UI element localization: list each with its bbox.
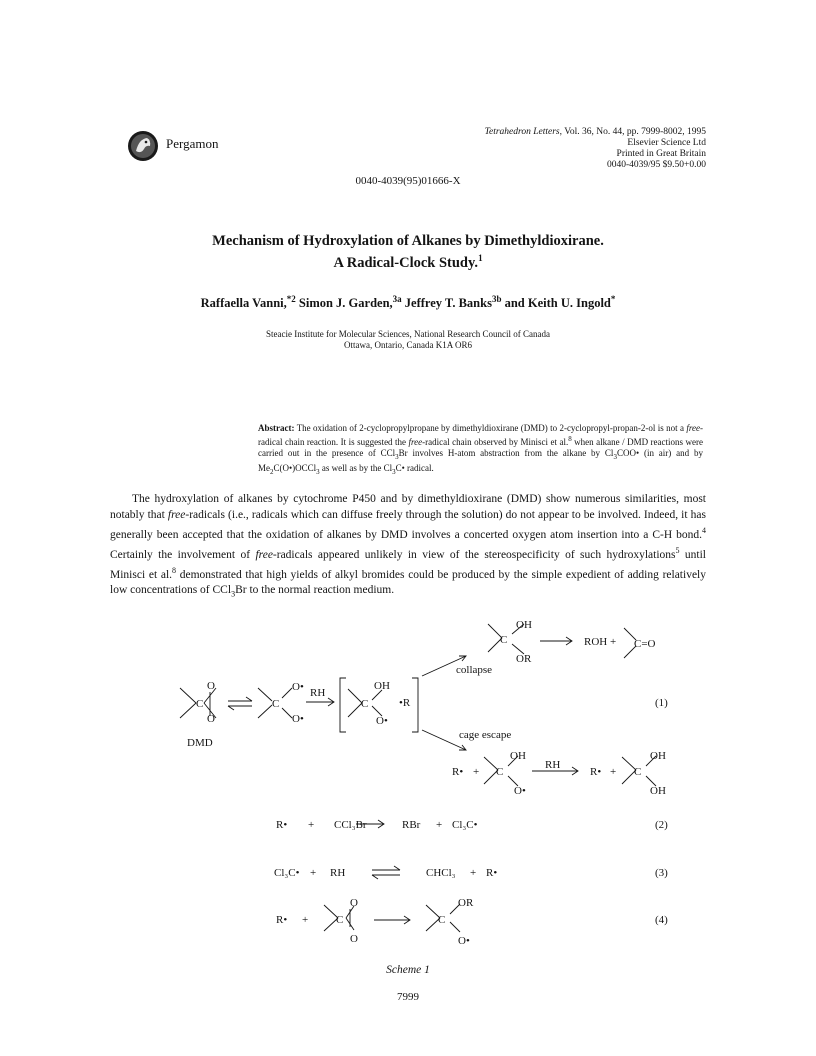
abstract-sub: 3 [395,453,399,462]
atom-o: O [350,933,358,945]
atom-c: C [496,766,504,778]
trichloromethyl-radical: Cl₃C• [274,867,300,879]
abstract-text: Br involves H-atom abstraction from the alkane by Cl [398,448,614,459]
abstract-italic: free [686,423,700,433]
body-text: until Minisci et al. [110,548,706,581]
plus-sign: + [302,914,309,926]
alkyl-radical: R• [452,766,464,778]
hydroxyl: OH [650,750,666,762]
body-text: -radicals appeared unlikely in view of the stereospecificity of such hydroxylations [272,548,676,561]
alkane-rh: RH [330,867,346,879]
alkyl-radical: •R [399,697,411,709]
abstract-text: C• radical. [395,463,434,474]
printed-line: Printed in Great Britain [616,149,706,159]
hydroxyl: OH [516,619,532,631]
body-text: The hydroxylation of alkanes by cytochrome P450 and by dimethyldioxirane (DMD) show numerous similarities, most notably that [110,493,706,521]
hydroxyl: OH [650,785,666,797]
rh-label: RH [310,687,326,699]
alkyl-radical: R• [276,914,288,926]
abstract-sub: 3 [316,468,320,477]
journal-volume: , Vol. 36, No. 44, pp. 7999-8002, 1995 [559,127,706,137]
trichloromethyl-radical: Cl₃C• [452,819,478,831]
abstract-sub: 2 [270,468,274,477]
abstract-text: -radical chain reaction. It is suggested the [258,423,703,448]
roh-label: ROH + [584,636,617,648]
publisher-name: Pergamon [166,136,219,151]
page-number: 7999 [397,991,419,1003]
body-italic: free [167,509,186,521]
abstract-italic: free [408,437,423,448]
author-name: and Keith U. Ingold [501,296,611,311]
doi: 0040-4039(95)01666-X [355,175,461,187]
body-ref: 5 [675,545,680,555]
plus-sign: + [473,766,480,778]
abstract-text: as well as by the Cl [319,463,393,474]
abstract-label: Abstract: [258,423,295,433]
author-footnote: * [610,294,616,304]
body-text: -radicals (i.e., radicals which can diffuse freely through the solution) do not appear to be involved. Indeed, it has generally been accepted that the oxidation of alkanes by DMD involves a concerted oxygen atom insertion into a C-H bond. [110,509,706,541]
title-footnote: 1 [478,253,483,263]
body-text: Certainly the involvement of [110,528,721,561]
body-ref: 8 [172,565,177,575]
equation-number-4: (4) [655,914,668,926]
oxyl-radical: O• [514,785,526,797]
plus-sign: + [610,766,617,778]
bromotrichloromethane: CCl₃Br [334,819,367,831]
plus-sign: + [436,819,443,831]
equation-number-3: (3) [655,867,668,879]
equation-number-1: (1) [655,697,668,709]
abstract-text: -radical chain observed by Minisci et al. [422,437,569,448]
chloroform: CHCl₃ [426,867,456,879]
atom-c: C [361,698,369,710]
author-name: Jeffrey T. Banks [401,296,492,311]
scheme-caption: Scheme 1 [386,964,430,976]
plus-sign: + [470,867,477,879]
alkyl-radical: R• [276,819,288,831]
author-name: Raffaella Vanni, [200,296,287,311]
publisher-line: Elsevier Science Ltd [627,138,706,148]
author-name: Simon J. Garden, [295,296,393,311]
price-line: 0040-4039/95 $9.50+0.00 [606,160,706,170]
body-text: Br to the normal reaction medium. [235,584,395,597]
atom-c: C [438,914,446,926]
plus-sign: + [310,867,317,879]
atom-c: C [272,698,280,710]
abstract-sub: 3 [613,453,617,462]
affiliation-line-1: Steacie Institute for Molecular Sciences, National Research Council of Canada [266,329,550,339]
oxyl-radical: O• [376,715,388,727]
oxyl-radical: O• [292,713,304,725]
abstract-text: C(O•)OCCl [273,463,317,474]
atom-c: C [634,766,642,778]
atom-c: C [196,698,204,710]
atom-c: C [500,634,508,646]
rh-label: RH [545,759,561,771]
alkoxy: OR [458,897,474,909]
plus-sign: + [308,819,315,831]
oxyl-radical: O• [458,935,470,947]
dmd-label: DMD [187,737,213,749]
journal-name: Tetrahedron Letters [484,127,560,137]
atom-o: O [207,713,215,725]
title-line-2: A Radical-Clock Study. [333,254,479,271]
atom-o: O [350,897,358,909]
author-footnote: 3a [392,294,402,304]
collapse-label: collapse [456,664,493,676]
body-ref: 4 [702,526,706,535]
affiliation-line-2: Ottawa, Ontario, Canada K1A OR6 [344,340,472,350]
hydroxyl: OH [510,750,526,762]
alkyl-radical: R• [590,766,602,778]
cage-escape-label: cage escape [459,729,512,741]
body-text: demonstrated that high yields of alkyl bromides could be produced by the simple expedient of adding relatively low concentrations of CCl [110,568,706,597]
alkyl-bromide: RBr [402,819,421,831]
author-footnote: *2 [286,294,296,304]
abstract-text: COO• (in air) and by Me [258,448,704,474]
alkoxy: OR [516,653,532,665]
ketone: C=O [634,638,656,650]
abstract-sub: 3 [392,468,396,477]
equation-number-2: (2) [655,819,668,831]
abstract-ref: 8 [568,435,572,444]
title-line-1: Mechanism of Hydroxylation of Alkanes by Dimethyldioxirane. [212,233,604,249]
atom-c: C [336,914,344,926]
abstract-text: when alkane / DMD reactions were carried out in the presence of CCl [258,437,703,459]
author-footnote: 3b [491,294,502,304]
atom-o: O [207,680,215,692]
alkyl-radical: R• [486,867,498,879]
oxyl-radical: O• [292,681,304,693]
body-sub: 3 [231,589,236,599]
hydroxyl: OH [374,680,390,692]
body-italic: free [255,548,273,561]
abstract-text: The oxidation of 2-cyclopropylpropane by dimethyldioxirane (DMD) to 2-cyclopropyl-propan-2-ol is not a [294,423,687,433]
